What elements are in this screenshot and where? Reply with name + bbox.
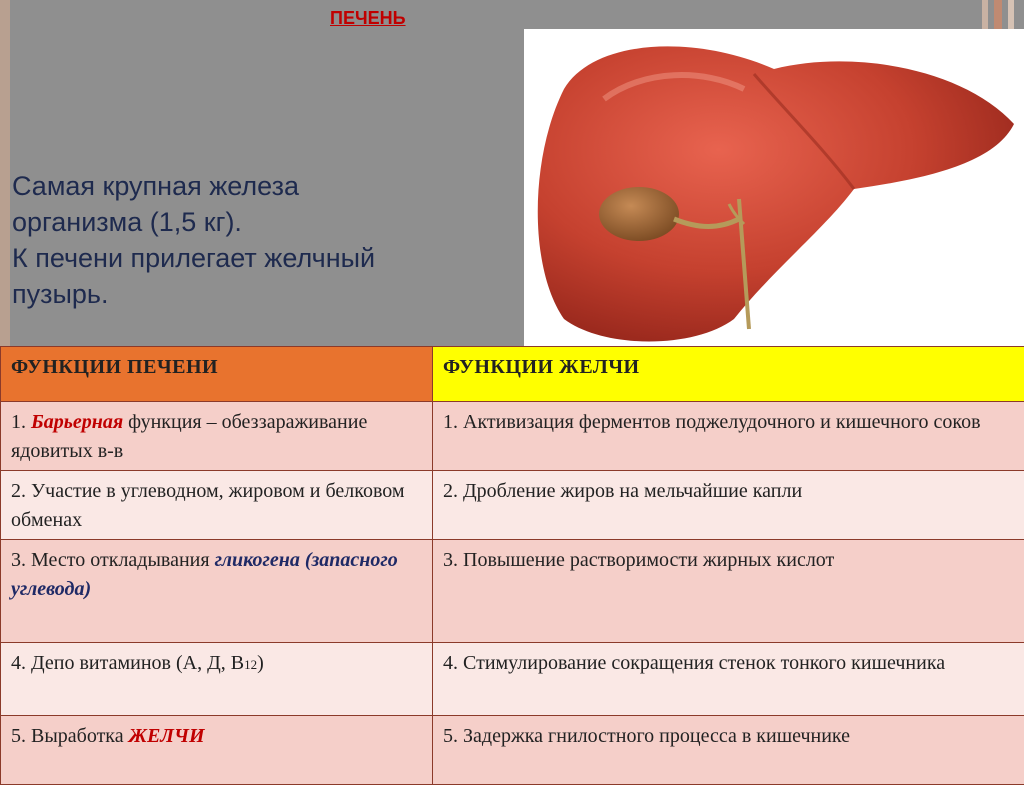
liver-function-cell: 4. Депо витаминов (А, Д, В12): [1, 643, 433, 716]
intro-line: организма (1,5 кг).: [12, 204, 512, 240]
bile-function-cell: 5. Задержка гнилостного процесса в кишечнике: [433, 716, 1024, 785]
table-row: [1, 540, 1024, 643]
bile-function-cell: 3. Повышение растворимости жирных кислот: [433, 540, 1024, 643]
liver-illustration-panel: [524, 29, 1024, 347]
table-row: [1, 402, 1024, 471]
liver-function-cell: 5. Выработка ЖЕЛЧИ: [1, 716, 433, 785]
highlight-glycogen: гликогена (запасного углевода): [11, 549, 398, 600]
highlight-barrier: Барьерная: [31, 411, 123, 433]
table-row: [1, 716, 1024, 785]
highlight-bile: ЖЕЛЧИ: [129, 725, 205, 747]
slide-title: ПЕЧЕНЬ: [330, 8, 406, 29]
liver-function-cell: 3. Место откладывания гликогена (запасного углевода): [1, 540, 433, 643]
intro-line: пузырь.: [12, 276, 512, 312]
intro-text: [12, 168, 512, 312]
functions-table: [0, 346, 1024, 785]
intro-line: К печени прилегает желчный: [12, 240, 512, 276]
liver-function-cell: 2. Участие в углеводном, жировом и белковом обменах: [1, 471, 433, 540]
liver-function-cell: 1. Барьерная функция – обеззараживание ядовитых в-в: [1, 402, 433, 471]
bile-function-cell: 4. Стимулирование сокращения стенок тонкого кишечника: [433, 643, 1024, 716]
liver-icon: [524, 29, 1024, 347]
table-row: [1, 471, 1024, 540]
header-liver-functions: ФУНКЦИИ ПЕЧЕНИ: [1, 347, 433, 402]
bile-function-cell: 1. Активизация ферментов поджелудочного и кишечного соков: [433, 402, 1024, 471]
table-row: [1, 643, 1024, 716]
header-bile-functions: ФУНКЦИИ ЖЕЛЧИ: [433, 347, 1024, 402]
intro-line: Самая крупная железа: [12, 168, 512, 204]
bile-function-cell: 2. Дробление жиров на мельчайшие капли: [433, 471, 1024, 540]
